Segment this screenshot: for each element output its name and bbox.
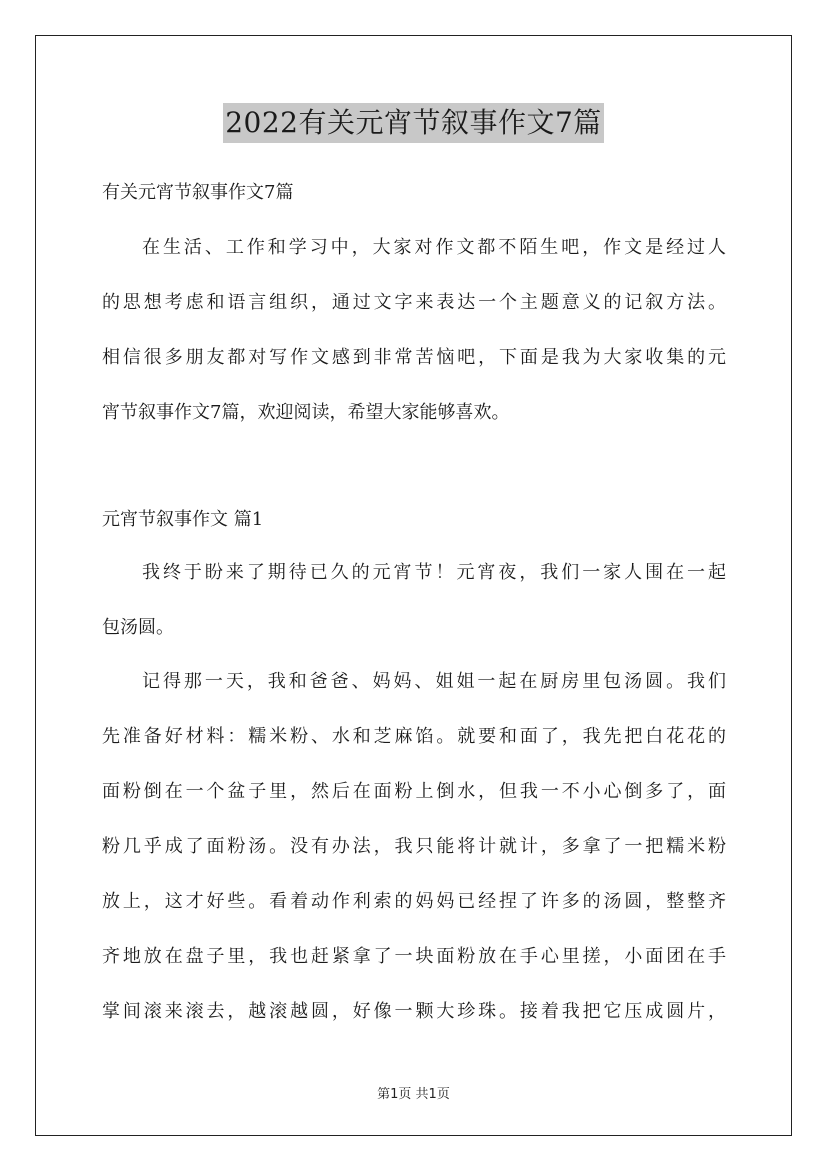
page-number: 第1页 共1页: [377, 1087, 450, 1102]
paragraph-line: 掌间滚来滚去，越滚越圆，好像一颗大珍珠。接着我把它压成圆片，: [102, 1001, 726, 1022]
paragraph-1: [102, 545, 726, 655]
title-container: [0, 103, 827, 143]
page-footer: [0, 1083, 827, 1102]
paragraph-line: 我终于盼来了期待已久的元宵节！元宵夜，我们一家人围在一起: [142, 562, 726, 583]
paragraph-line: 的思想考虑和语言组织，通过文字来表达一个主题意义的记叙方法。: [102, 292, 726, 313]
paragraph-line: 记得那一天，我和爸爸、妈妈、姐姐一起在厨房里包汤圆。我们: [142, 671, 726, 692]
intro-paragraph: [102, 220, 726, 440]
document-subtitle: 有关元宵节叙事作文7篇: [102, 182, 294, 203]
paragraph-line: 面粉倒在一个盆子里，然后在面粉上倒水，但我一不小心倒多了，面: [102, 781, 726, 802]
paragraph-2: [102, 654, 726, 1039]
paragraph-line: 包汤圆。: [102, 617, 174, 638]
document-title: 2022有关元宵节叙事作文7篇: [223, 103, 604, 143]
paragraph-line: 在生活、工作和学习中，大家对作文都不陌生吧，作文是经过人: [142, 237, 726, 258]
paragraph-line: 齐地放在盘子里，我也赶紧拿了一块面粉放在手心里搓，小面团在手: [102, 946, 726, 967]
paragraph-line: 宵节叙事作文7篇，欢迎阅读，希望大家能够喜欢。: [102, 402, 510, 423]
paragraph-line: 相信很多朋友都对写作文感到非常苦恼吧，下面是我为大家收集的元: [102, 347, 726, 368]
paragraph-line: 放上，这才好些。看着动作利索的妈妈已经捏了许多的汤圆，整整齐: [102, 891, 726, 912]
paragraph-line: 先准备好材料：糯米粉、水和芝麻馅。就要和面了，我先把白花花的: [102, 726, 726, 747]
section-heading: 元宵节叙事作文 篇1: [102, 509, 264, 530]
paragraph-line: 粉几乎成了面粉汤。没有办法，我只能将计就计，多拿了一把糯米粉: [102, 836, 726, 857]
